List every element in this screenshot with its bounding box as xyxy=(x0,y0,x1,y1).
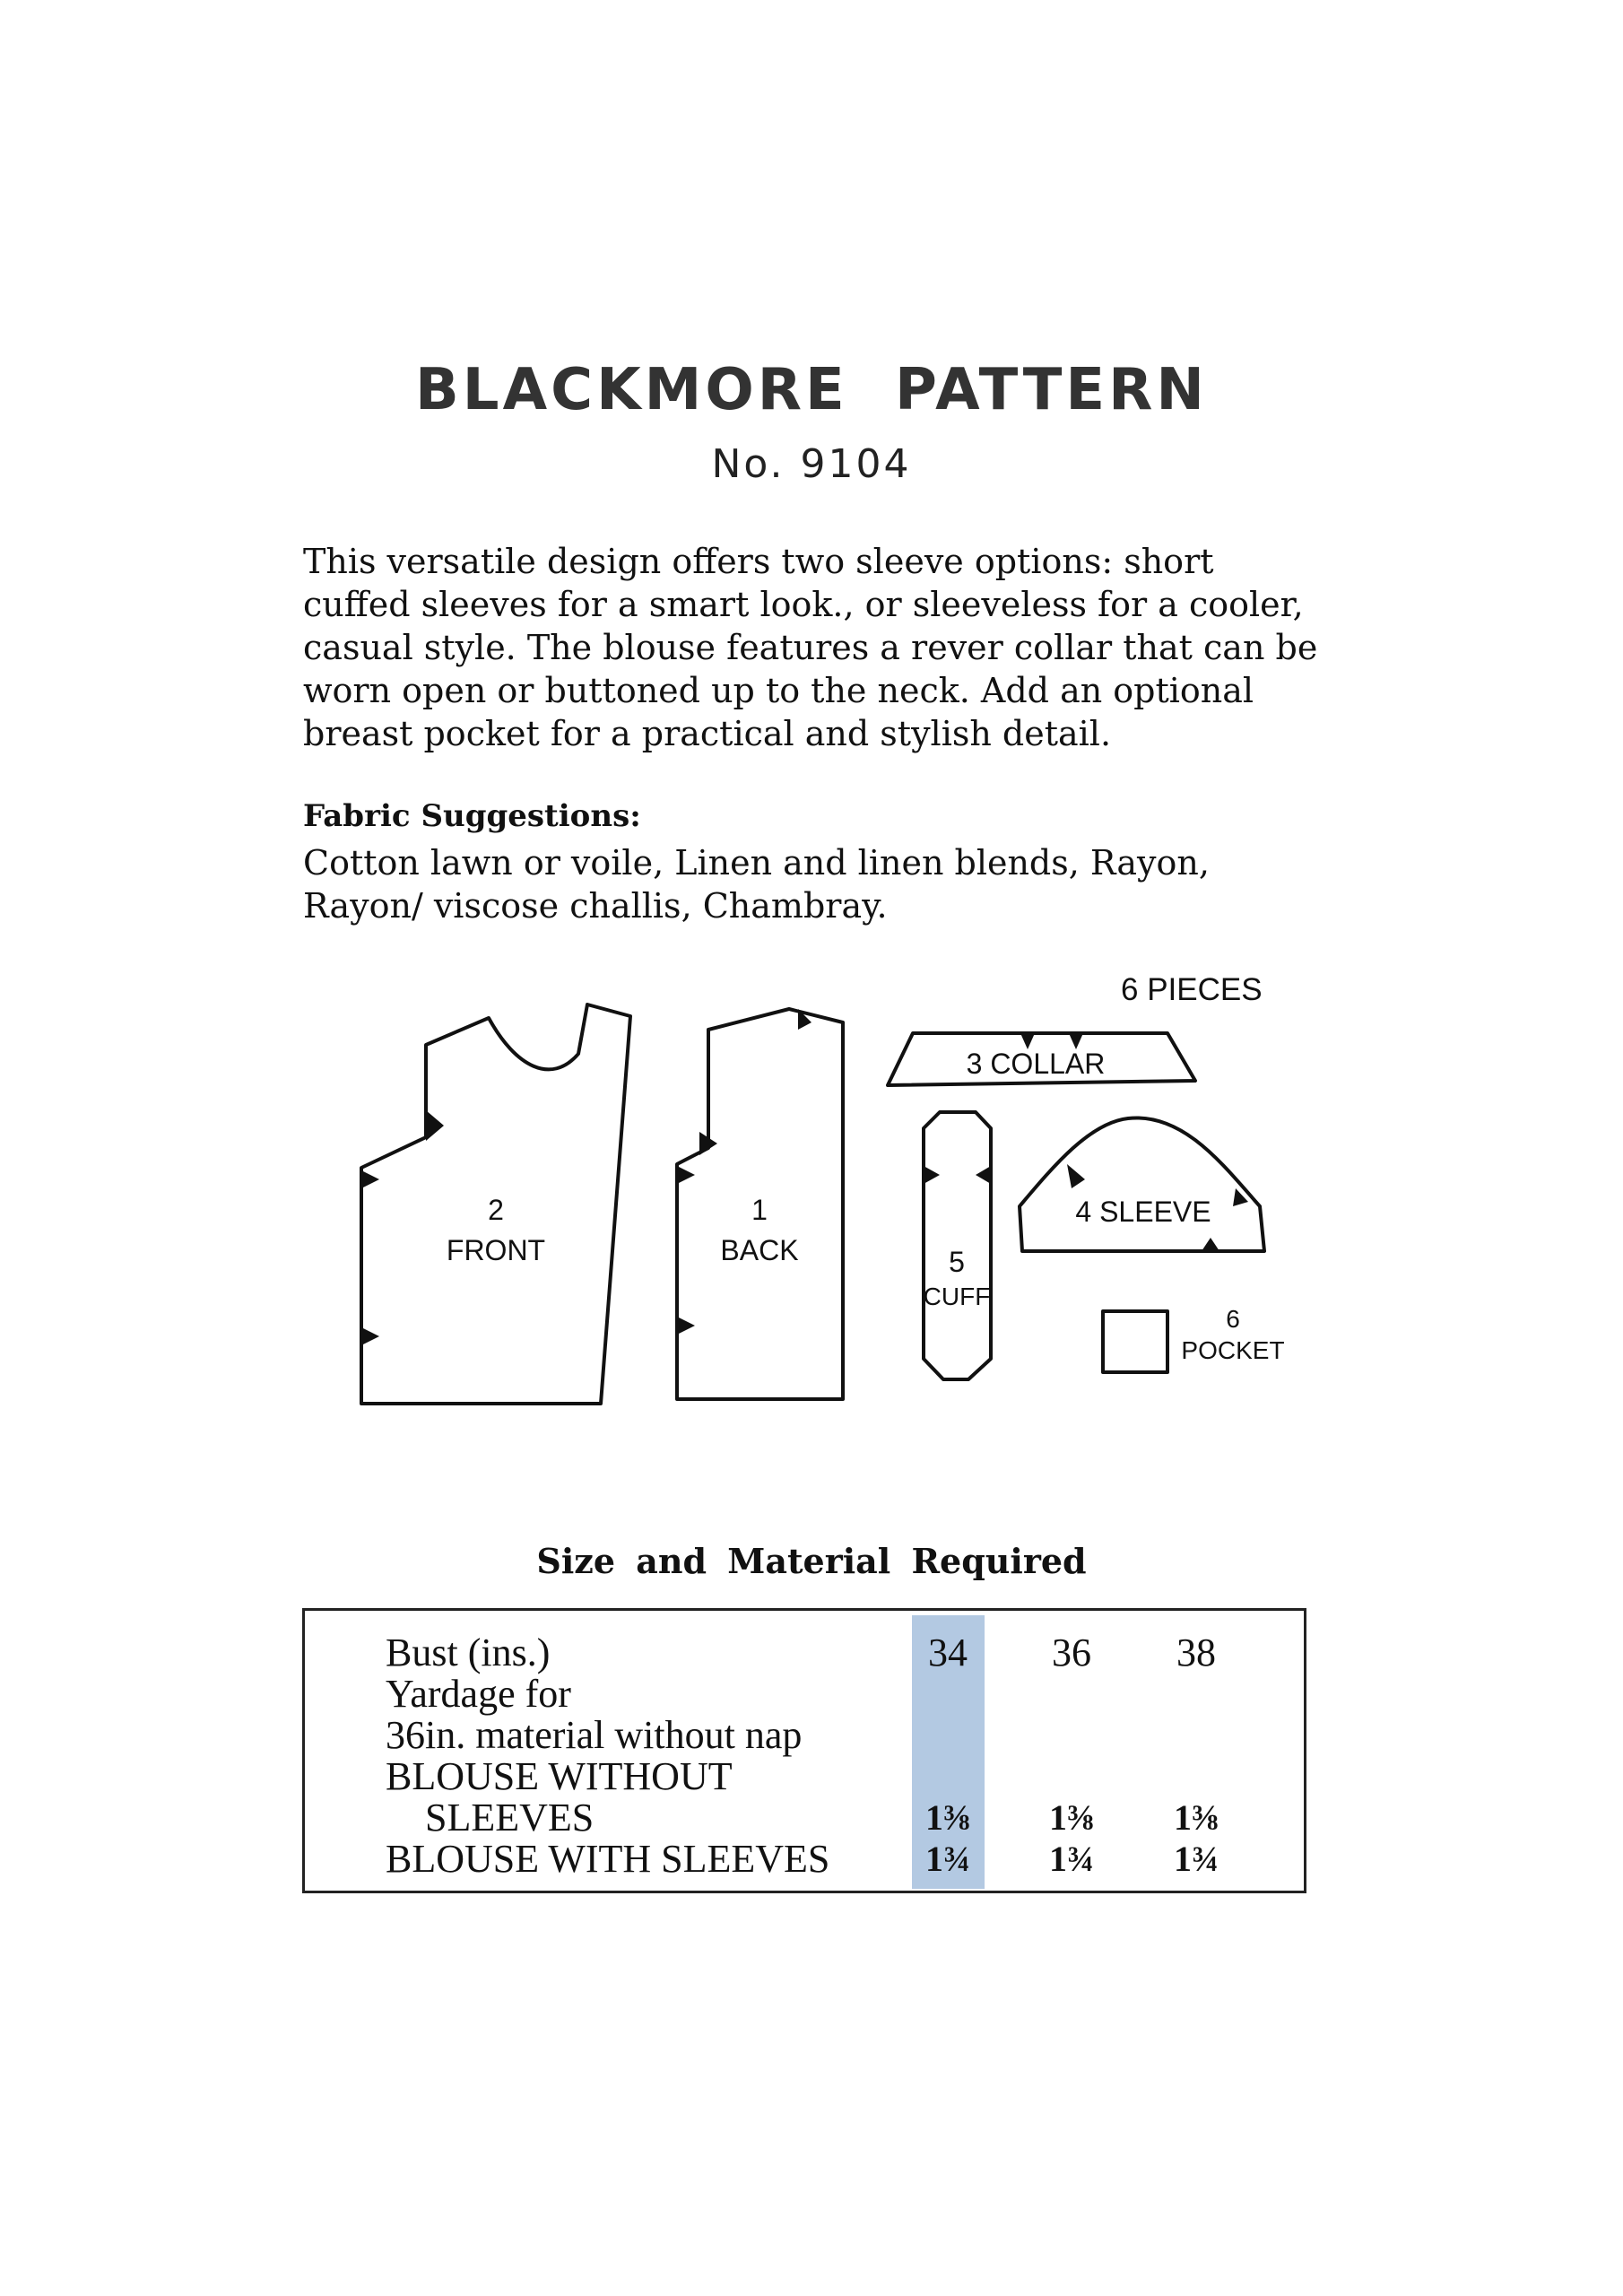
cuff-label: CUFF xyxy=(923,1283,991,1310)
size-34: 34 xyxy=(928,1631,968,1674)
fabric-suggestions: Cotton lawn or voile, Linen and linen blends, Rayon, Rayon/ viscose challis, Chambray. xyxy=(303,843,1210,926)
pieces-count: 6 PIECES xyxy=(1121,972,1263,1007)
row-label-material: 36in. material without nap xyxy=(386,1713,803,1757)
notch-mark xyxy=(1202,1238,1219,1251)
pocket-number: 6 xyxy=(1226,1305,1240,1333)
pattern-number: No. 9104 xyxy=(711,441,912,487)
front-label: FRONT xyxy=(446,1234,546,1266)
notch-mark xyxy=(677,1317,695,1335)
description: This versatile design offers two sleeve options: short cuffed sleeves for a smart look., or sleeveless for a cooler, casual style. The blouse features a rever collar that can be worn open or buttoned up to the neck. Add an optional breast pocket for a practical and stylish detail. xyxy=(303,542,1318,753)
size-38: 38 xyxy=(1176,1631,1216,1674)
size-table-heading: Size and Material Required xyxy=(536,1541,1087,1581)
row-label-blouse-with: BLOUSE WITH SLEEVES xyxy=(386,1837,830,1881)
pocket-label: POCKET xyxy=(1181,1336,1285,1364)
without-sleeves-38: 1⅜ xyxy=(1174,1797,1219,1838)
pattern-title: BLACKMORE PATTERN xyxy=(415,357,1208,423)
pocket-outline xyxy=(1103,1311,1167,1372)
back-number: 1 xyxy=(751,1194,768,1226)
notch-mark xyxy=(361,1170,379,1188)
with-sleeves-38: 1¾ xyxy=(1174,1839,1219,1879)
without-sleeves-36: 1⅜ xyxy=(1049,1797,1094,1838)
notch-mark xyxy=(361,1327,379,1345)
row-label-yardage: Yardage for xyxy=(386,1672,571,1716)
size-36: 36 xyxy=(1052,1631,1091,1674)
notch-mark xyxy=(1067,1164,1085,1188)
row-label-bust: Bust (ins.) xyxy=(386,1631,551,1674)
notch-mark xyxy=(924,1166,940,1184)
sleeve-outline xyxy=(1020,1118,1264,1251)
without-sleeves-34: 1⅜ xyxy=(925,1797,970,1838)
cuff-number: 5 xyxy=(949,1246,965,1278)
back-label: BACK xyxy=(720,1234,799,1266)
fabric-heading: Fabric Suggestions: xyxy=(303,798,641,834)
row-label-sleeves: SLEEVES xyxy=(425,1796,595,1839)
notch-mark xyxy=(976,1166,991,1184)
front-number: 2 xyxy=(488,1194,504,1226)
with-sleeves-36: 1¾ xyxy=(1049,1839,1094,1879)
with-sleeves-34: 1¾ xyxy=(925,1839,970,1879)
sleeve-label: 4 SLEEVE xyxy=(1075,1196,1211,1228)
row-label-blouse-without: BLOUSE WITHOUT xyxy=(386,1754,733,1798)
notch-mark xyxy=(677,1166,695,1184)
collar-label: 3 COLLAR xyxy=(966,1048,1106,1080)
notch-mark xyxy=(426,1110,444,1141)
